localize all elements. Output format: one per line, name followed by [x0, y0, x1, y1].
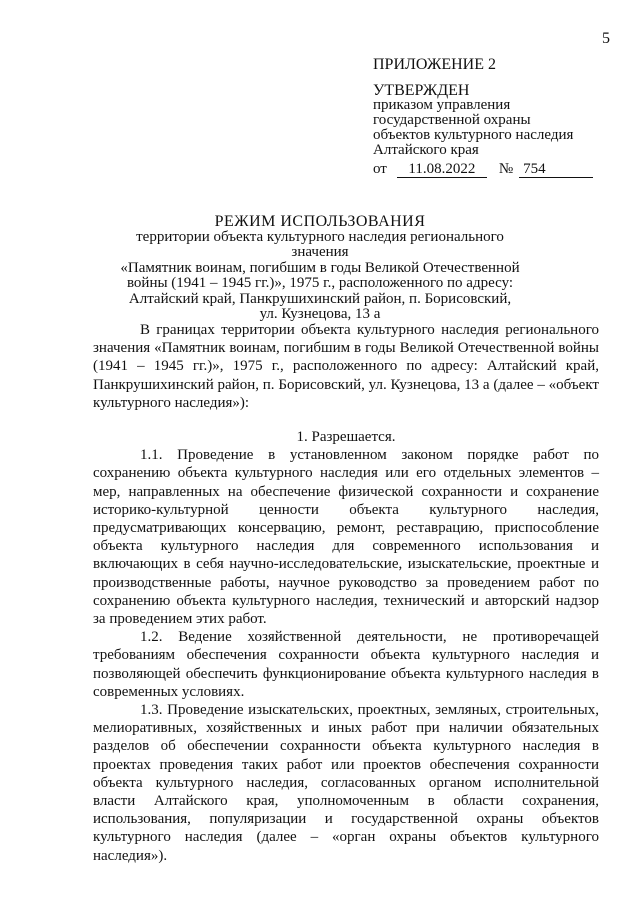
clause-1-2: 1.2. Ведение хозяйственной деятельности, не противоречащей требованиям обеспечения сохранности объекта культурного наследия и позволяющей обеспечить функционирование объекта культурного наследия в современных условиях. [93, 629, 599, 700]
clause-1-1: 1.1. Проведение в установленном законом порядке работ по сохранению объекта культурного наследия или его отдельных элементов – мер, направленных на обеспечение физической сохранности и сохранение историко-культурной ценности объекта культурного наследия, предусматривающих консервацию, ремонт, реставрацию, приспособление объекта культурного наследия для современного использования и включающих в себя научно-исследовательские, изыскательские, проектные и производственные работы, научное руководство за проведением работ по сохранению объекта культурного наследия, технический и авторский надзор за проведением этих работ. [93, 447, 599, 628]
approval-line: Алтайского края [373, 142, 479, 158]
appendix-label: ПРИЛОЖЕНИЕ 2 [373, 56, 497, 73]
approval-line: приказом управления [373, 97, 511, 113]
intro-paragraph: В границах территории объекта культурного наследия регионального значения «Памятник воинам, погибшим в годы Великой Отечественной войны (1941 – 1945 гг.)», 1975 г., расположенного по адресу: Алтайский край, Панкрушихинский район, п. Борисовский, ул. Кузнецова, 13 а (далее – «объект культурного наследия»): [93, 322, 599, 411]
title-line: Алтайский край, Панкрушихинский район, п. Борисовский, [128, 290, 512, 307]
section-title: 1. Разрешается. [296, 429, 396, 445]
approval-line: государственной охраны [373, 112, 531, 128]
number-sign: № [498, 161, 514, 177]
page-number: 5 [602, 30, 610, 47]
section-permitted [93, 428, 599, 865]
title-line: территории объекта культурного наследия регионального значения [136, 228, 504, 260]
order-number: 754 [519, 161, 593, 178]
title-line: «Памятник воинам, погибшим в годы Великой Отечественной [120, 259, 520, 276]
from-label: от [373, 161, 387, 177]
document-title: РЕЖИМ ИСПОЛЬЗОВАНИЯ [214, 213, 426, 230]
title-line: ул. Кузнецова, 13 а [259, 306, 381, 322]
intro-block [93, 321, 599, 412]
document-title-block [110, 214, 530, 323]
approval-stamp [373, 57, 593, 178]
clause-1-3: 1.3. Проведение изыскательских, проектных, земляных, строительных, мелиоративных, хозяйственных и иных работ при наличии обязательных разделов об обеспечении сохранности объекта культурного наследия в проектах проведения таких работ или проектов обеспечения сохранности объекта культурного наследия, согласованных органом исполнительной власти Алтайского края, уполномоченным в области сохранения, использования, популяризации и государственной охраны объектов культурного наследия (далее – «орган охраны объектов культурного наследия»). [93, 702, 599, 864]
approval-line: объектов культурного наследия [373, 127, 574, 143]
title-line: войны (1941 – 1945 гг.)», 1975 г., расположенного по адресу: [126, 275, 514, 291]
approved-label: УТВЕРЖДЕН [373, 82, 470, 99]
order-date: 11.08.2022 [397, 161, 487, 178]
order-date-number [373, 161, 593, 178]
